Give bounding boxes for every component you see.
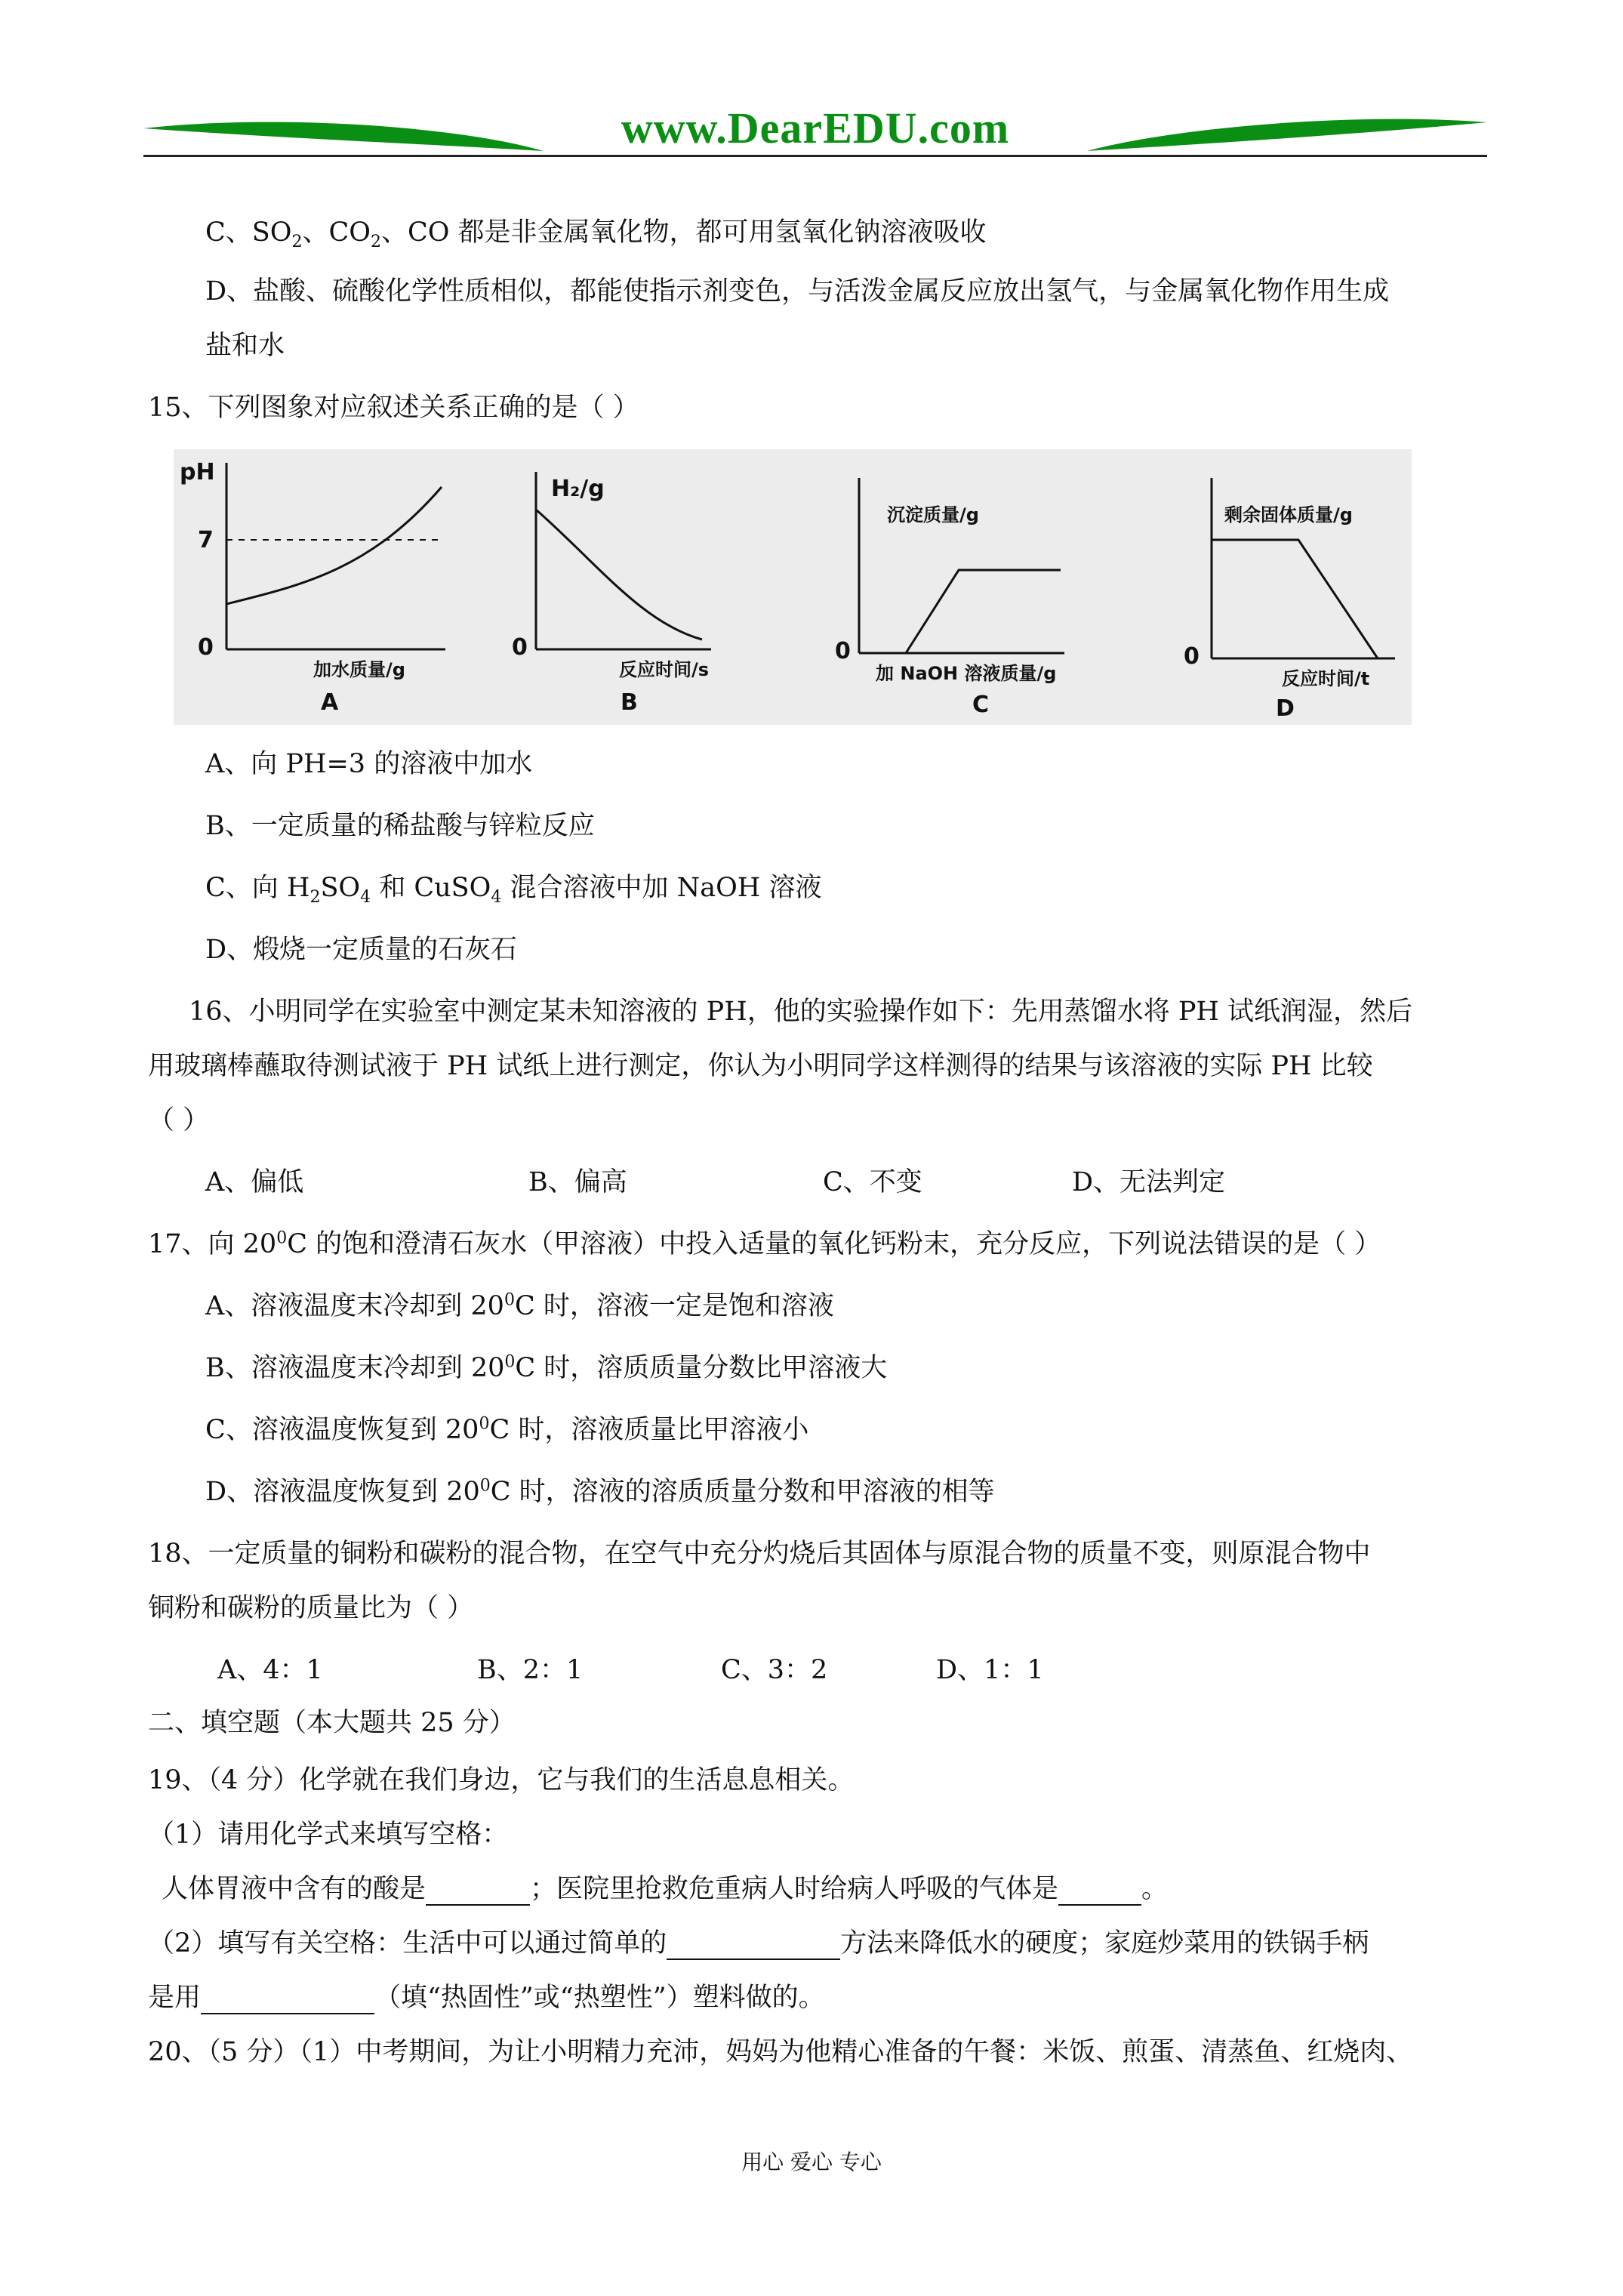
graph-d [1184,478,1395,722]
graph-b-xlabel: 反应时间/s [619,659,710,680]
q17-stem: 17、向 $20^0C$ 的饱和澄清石灰水（甲溶液）中投入适量的氧化钙粉末，充分反应，下列说法错误的是（ ） [148,1228,1381,1259]
graph-a [180,459,445,716]
graph-a-marker: 7 [198,527,214,553]
graph-c-xlabel: 加 NaOH 溶液质量/g [876,663,1057,684]
q15-option-b: B、一定质量的稀盐酸与锌粒反应 [205,811,595,841]
graph-b-ylabel: H₂/g [551,476,605,502]
q15-option-c: C、向 $H_2SO_4$ 和 CuSO$_4$ 混合溶液中加 NaOH 溶液 [205,873,822,907]
graph-c-ylabel: 沉淀质量/g [887,504,979,525]
graph-d-origin: 0 [1184,643,1200,670]
graph-c [835,478,1064,718]
q18-option-b: B、2：1 [477,1655,584,1685]
q14-option-d-line2: 盐和水 [205,331,285,361]
site-logo-text: www.DearEDU.com [621,103,1010,153]
site-header [143,103,1487,166]
graph-a-origin: 0 [198,634,214,661]
q20-line1: 20、（5 分）（1）中考期间，为让小明精力充沛，妈妈为他精心准备的午餐：米饭、煎蛋、清蒸鱼、红烧肉、 [148,2037,1413,2067]
q19-blank-1[interactable] [426,1878,530,1906]
graph-a-xlabel: 加水质量/g [313,659,405,680]
q17-option-d: D、溶液温度恢复到 $20^0C$ 时，溶液的溶质质量分数和甲溶液的相等 [205,1476,995,1507]
q19-part2: （2）填写有关空格：生活中可以通过简单的 方法来降低水的硬度；家庭炒菜用的铁锅手柄 [148,1928,1369,1959]
q16-line2: 用玻璃棒蘸取待测试液于 PH 试纸上进行测定，你认为小明同学这样测得的结果与该溶液的实际 PH 比较 [148,1051,1373,1081]
graph-c-origin: 0 [835,638,851,664]
q18-option-a: A、4：1 [217,1655,323,1685]
q19-part2-cont: 是用 （填“热固性”或“热塑性”）塑料做的。 [148,1983,825,2013]
q16-option-c: C、不变 [823,1167,922,1197]
q19-stem: 19、（4 分）化学就在我们身边，它与我们的生活息息相关。 [148,1765,855,1795]
q15-stem: 15、下列图象对应叙述关系正确的是（ ） [148,393,639,423]
q19-blank-2[interactable] [1058,1878,1141,1906]
header-rule [143,155,1487,157]
graph-b-letter: B [621,689,638,716]
q16-line1: 16、小明同学在实验室中测定某未知溶液的 PH，他的实验操作如下：先用蒸馏水将 PH 试纸润湿，然后 [189,997,1413,1027]
q19-blank-4[interactable] [201,1987,374,2014]
q16-line3: （ ） [148,1105,210,1136]
q14-option-c: C、$SO_2$、$CO_2$、CO 都是非金属氧化物，都可用氢氧化钠溶液吸收 [205,217,987,251]
graph-d-letter: D [1276,695,1295,722]
q16-option-d: D、无法判定 [1072,1167,1226,1197]
q19-part1: （1）请用化学式来填写空格： [148,1820,509,1850]
q18-option-c: C、3：2 [721,1655,828,1685]
q19-part1-blanks: 人体胃液中含有的酸是 ；医院里抢救危重病人时给病人呼吸的气体是 。 [162,1874,1169,1904]
q18-line1: 18、一定质量的铜粉和碳粉的混合物，在空气中充分灼烧后其固体与原混合物的质量不变，则原混合物中 [148,1539,1371,1569]
graph-b [512,472,711,716]
graph-b-origin: 0 [512,634,528,661]
q19-blank-3[interactable] [667,1933,840,1960]
graph-d-ylabel: 剩余固体质量/g [1224,504,1353,525]
q17-option-c: C、溶液温度恢复到 $20^0C$ 时，溶液质量比甲溶液小 [205,1414,809,1445]
graph-c-letter: C [972,692,990,718]
q18-option-d: D、1：1 [936,1655,1044,1685]
q15-option-a: A、向 PH=3 的溶液中加水 [205,749,533,779]
graph-a-letter: A [321,689,339,716]
q16-option-b: B、偏高 [528,1167,627,1197]
page-footer: 用心 爱心 专心 [741,2150,882,2174]
graph-a-ylabel: pH [180,459,215,485]
q15-graphs-figure [174,449,1412,725]
section-2-title: 二、填空题（本大题共 25 分） [148,1708,516,1738]
q17-option-a: A、溶液温度末冷却到 $20^0C$ 时，溶液一定是饱和溶液 [205,1290,834,1321]
q16-option-a: A、偏低 [205,1167,304,1197]
q14-option-d-line1: D、盐酸、硫酸化学性质相似，都能使指示剂变色，与活泼金属反应放出氢气，与金属氧化物作用生成 [205,276,1390,307]
q17-option-b: B、溶液温度末冷却到 $20^0C$ 时，溶质质量分数比甲溶液大 [205,1352,888,1383]
q15-option-d: D、煅烧一定质量的石灰石 [205,935,518,965]
graph-d-xlabel: 反应时间/t [1282,668,1370,689]
q18-line2: 铜粉和碳粉的质量比为（ ） [148,1593,474,1623]
